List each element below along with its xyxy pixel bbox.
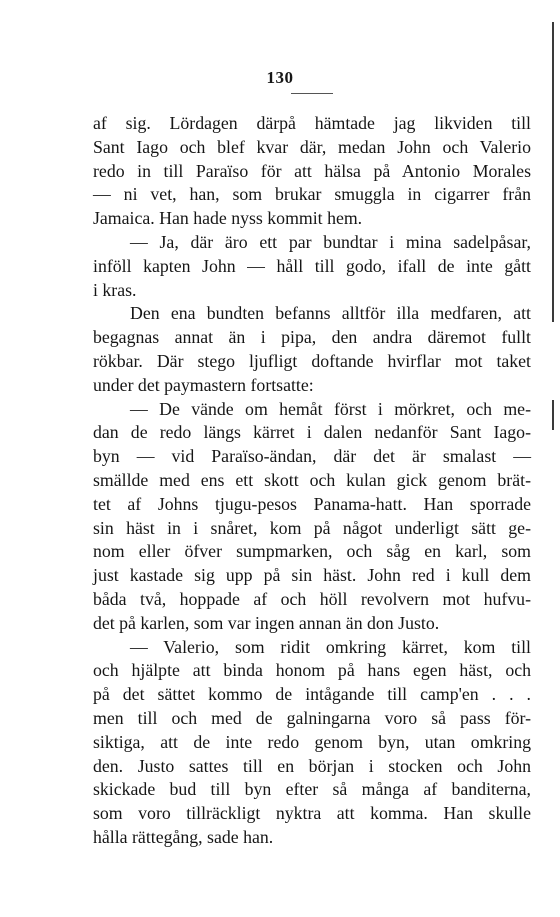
text-line: men till och med de galningarna voro så pass för- — [93, 707, 531, 728]
text-line: — Ja, där äro ett par bundtar i mina sadelpåsar, — [130, 231, 531, 252]
text-line: på det sättet kommo de intågande till camp'en . . . — [93, 684, 531, 705]
text-line: begagnas annat än i pipa, den andra däremot fullt — [93, 327, 531, 348]
text-line: båda två, hoppade af och höll revolvern mot hufvu- — [93, 588, 531, 609]
text-line: och hjälpte att binda honom på hans egen häst, och — [93, 660, 531, 681]
text-line: redo in till Paraïso för att hälsa på Antonio Morales — [93, 160, 531, 181]
text-line: nom eller öfver sumpmarken, och såg en karl, som — [93, 541, 531, 562]
text-line: i kras. — [93, 279, 137, 300]
text-line: — De vände om hemåt först i mörkret, och me- — [130, 398, 531, 419]
text-line: Jamaica. Han hade nyss kommit hem. — [93, 208, 363, 229]
text-line: under det paymastern fortsatte: — [93, 374, 314, 395]
text-line: rökbar. Där stego ljufligt doftande hvirflar mot taket — [93, 350, 531, 371]
text-line: af sig. Lördagen därpå hämtade jag likviden till — [93, 113, 531, 133]
text-line: sin häst in i snåret, kom på något underligt sätt ge- — [93, 517, 531, 538]
text-line: tet af Johns tjugu-pesos Panama-hatt. Han sporrade — [93, 493, 531, 514]
text-line: smällde med ens ett skott och kulan gick genom brät- — [93, 469, 531, 490]
body-text — [93, 112, 531, 850]
text-line: byn — vid Paraïso-ändan, där det är smalast — — [93, 446, 531, 467]
page-number: 130 — [266, 68, 294, 87]
text-line: dan de redo längs kärret i dalen nedanför Sant Iago- — [93, 422, 531, 443]
text-line: siktiga, att de inte redo genom byn, utan omkring — [93, 731, 531, 752]
text-line: det på karlen, som var ingen annan än don Justo. — [93, 612, 440, 633]
text-line: skickade bud till byn efter så många af banditerna, — [93, 779, 531, 800]
text-line: hålla rättegång, sade han. — [93, 826, 274, 847]
text-line: som voro tillräckligt nyktra att komma. Han skulle — [93, 803, 531, 824]
page-edge-line-lower — [552, 400, 554, 430]
page-edge-line — [552, 22, 554, 322]
text-line: Sant Iago och blef kvar där, medan John och Valerio — [93, 136, 531, 157]
text-line: — ni vet, han, som brukar smuggla in cigarrer från — [93, 184, 531, 205]
text-line: inföll kapten John — håll till godo, ifall de inte gått — [93, 255, 531, 276]
text-line: — Valerio, som ridit omkring kärret, kom till — [130, 636, 531, 657]
page-number-underline — [291, 93, 333, 94]
text-line: Den ena bundten befanns alltför illa medfaren, att — [130, 303, 531, 324]
text-line: den. Justo sattes till en början i stocken och John — [93, 755, 531, 776]
text-line: just kastade sig upp på sin häst. John red i kull dem — [93, 565, 531, 586]
